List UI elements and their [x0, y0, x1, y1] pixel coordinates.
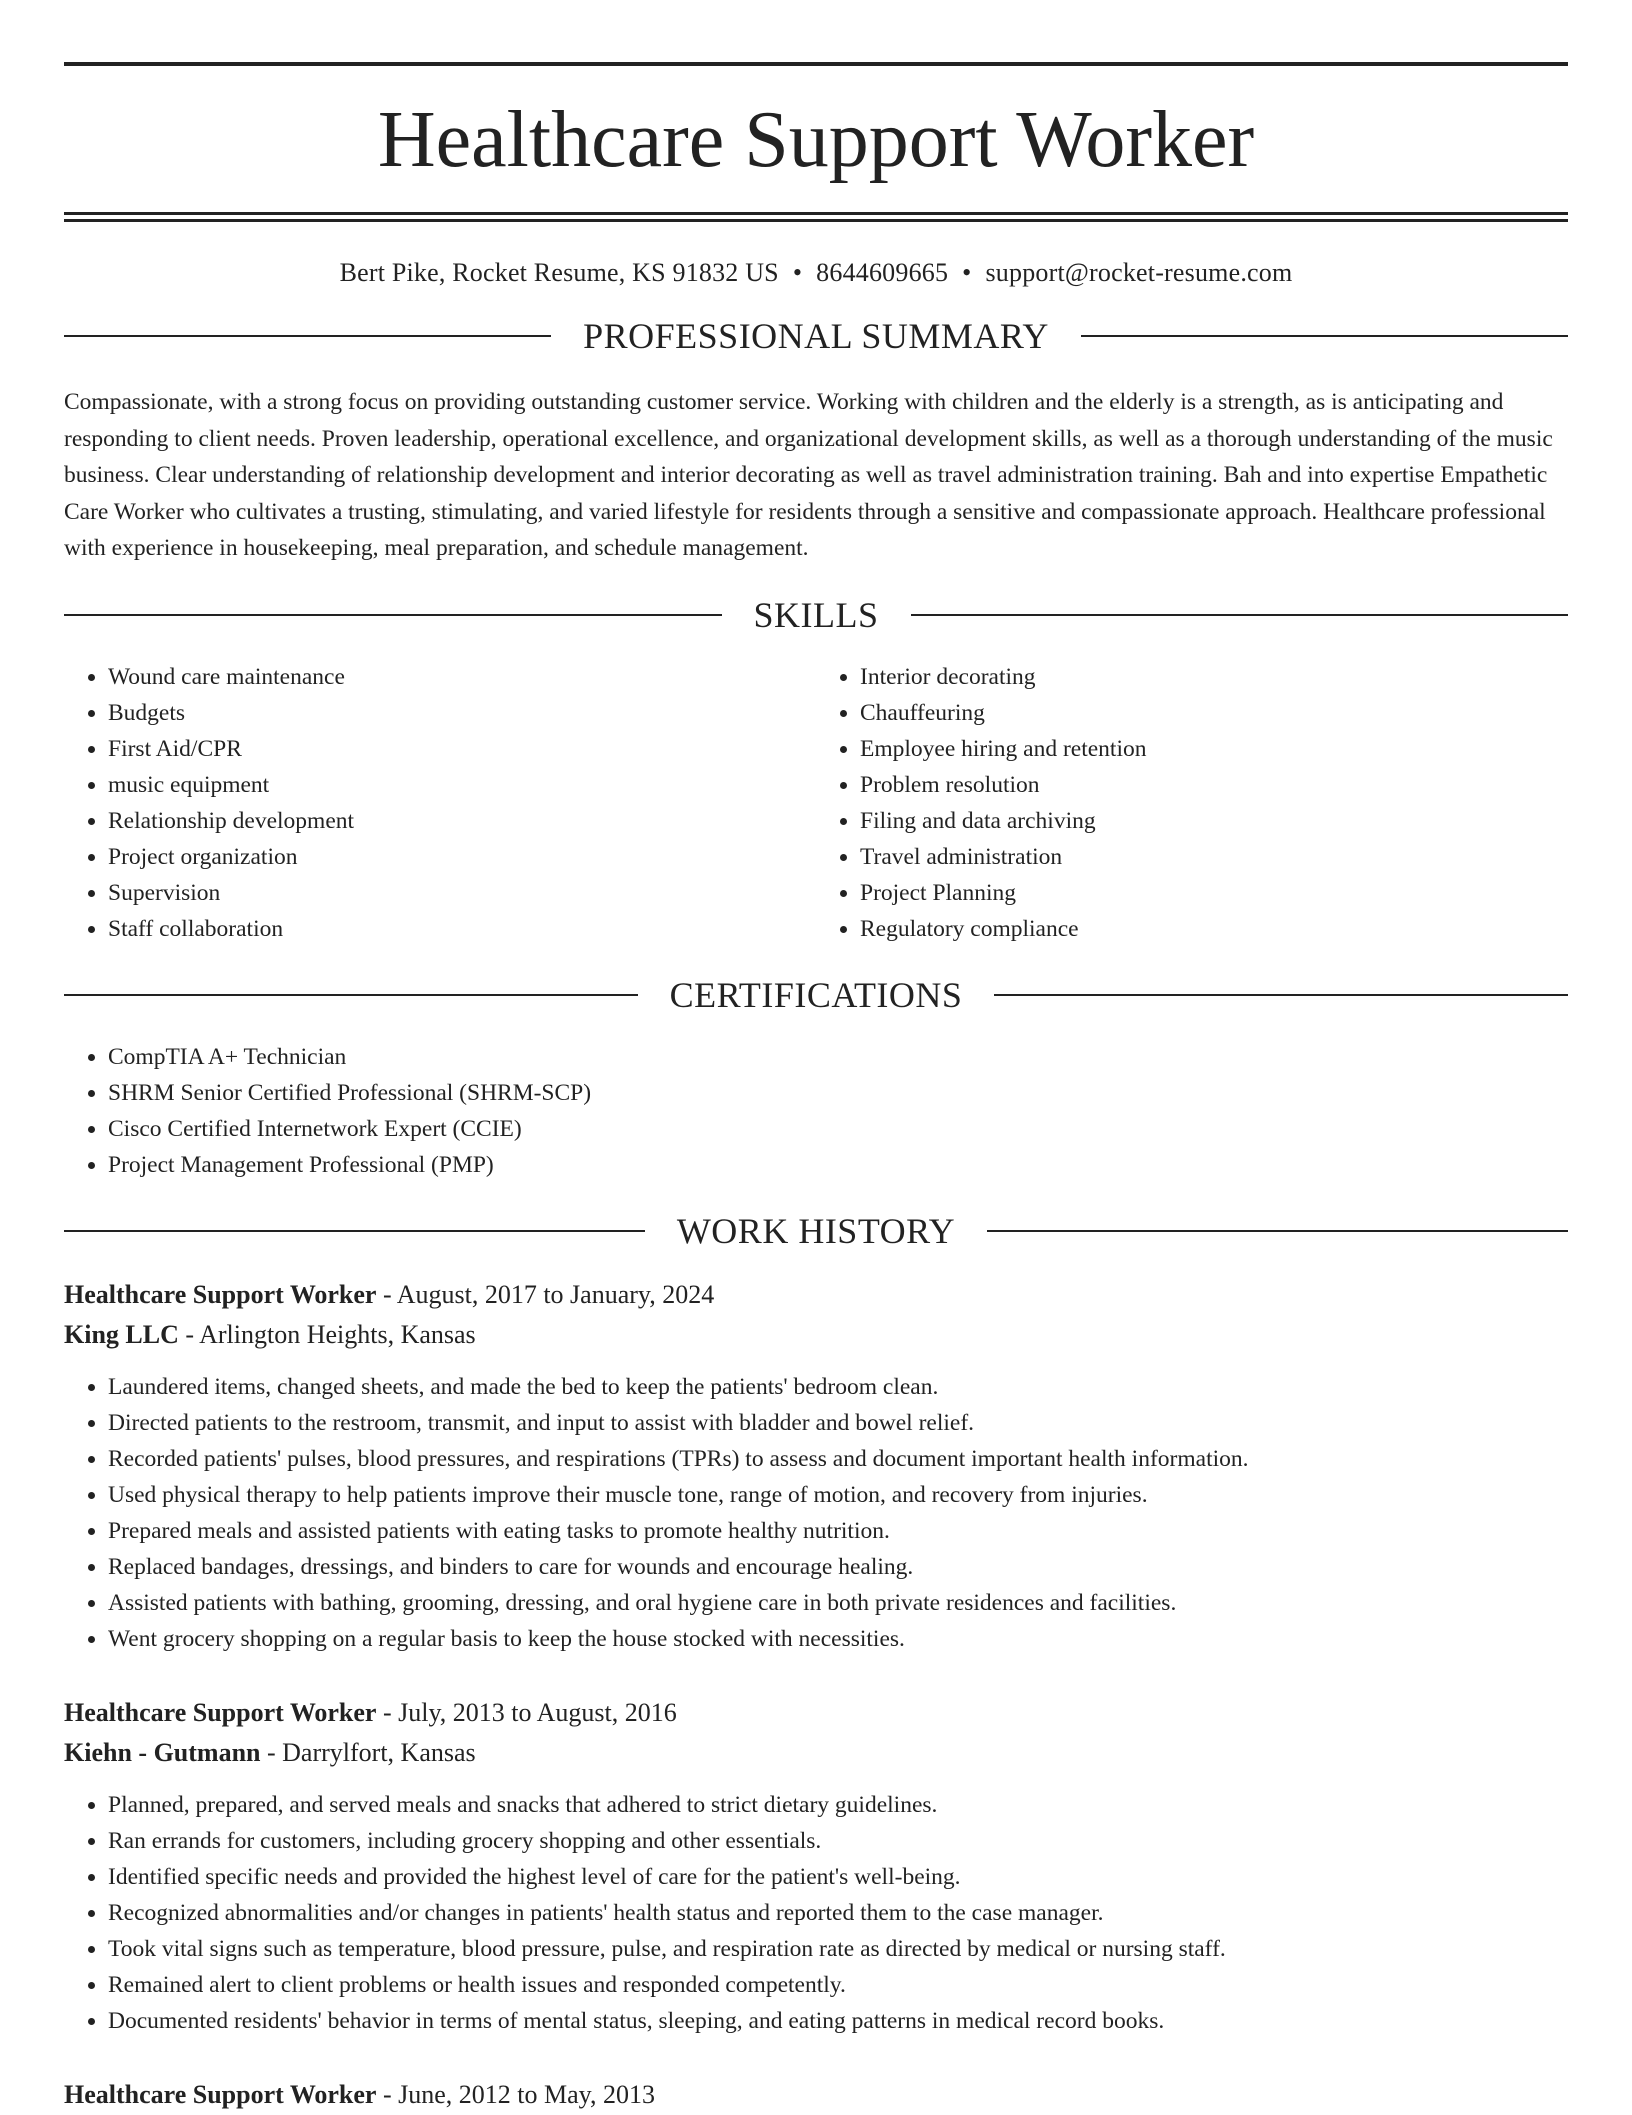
job-bullet: • Took vital signs such as temperature, blood pressure, pulse, and respiration rate as directed by medical or nursing staff. — [108, 1931, 1568, 1967]
section-rule — [994, 994, 1568, 996]
skill-item: • Budgets — [108, 695, 816, 731]
certification-item: • SHRM Senior Certified Professional (SHRM-SCP) — [108, 1075, 1568, 1111]
job-bullets — [64, 1787, 1568, 2039]
section-rule — [911, 614, 1569, 616]
job-entry — [64, 2075, 1568, 2115]
section-rule — [64, 1230, 645, 1232]
section-rule — [987, 1230, 1568, 1232]
job-dates: - July, 2013 to August, 2016 — [376, 1697, 677, 1727]
contact-separator: • — [792, 258, 803, 287]
job-dates: - August, 2017 to January, 2024 — [376, 1279, 715, 1309]
job-bullet: • Assisted patients with bathing, grooming, dressing, and oral hygiene care in both private residences and facilities. — [108, 1585, 1568, 1621]
skill-item: • First Aid/CPR — [108, 731, 816, 767]
job-title-line — [64, 1693, 1568, 1733]
contact-address: Bert Pike, Rocket Resume, KS 91832 US — [339, 258, 779, 287]
certifications-block — [64, 1039, 1568, 1183]
skill-item: • Chauffeuring — [860, 695, 1568, 731]
resume-title: Healthcare Support Worker — [377, 96, 1255, 184]
job-title: Healthcare Support Worker — [64, 1279, 377, 1309]
section-summary-heading — [64, 318, 1568, 354]
skill-item: • Project Planning — [860, 875, 1568, 911]
job-bullet: • Recorded patients' pulses, blood pressures, and respirations (TPRs) to assess and document important health information. — [108, 1441, 1568, 1477]
skill-item: • Filing and data archiving — [860, 803, 1568, 839]
contact-separator: • — [962, 258, 972, 287]
skill-item: • Wound care maintenance — [108, 659, 816, 695]
section-rule — [64, 614, 722, 616]
skill-item: • Regulatory compliance — [860, 911, 1568, 947]
section-rule — [64, 994, 638, 996]
section-rule — [64, 335, 551, 337]
section-rule — [1081, 335, 1568, 337]
skill-item: • Staff collaboration — [108, 911, 816, 947]
job-title: Healthcare Support Worker — [64, 1697, 377, 1727]
resume-page — [64, 0, 1568, 2115]
skill-item: • Supervision — [108, 875, 816, 911]
skill-item: • Employee hiring and retention — [860, 731, 1568, 767]
summary-paragraph: Compassionate, with a strong focus on providing outstanding customer service. Working with children and the elderly is a strength, as is anticipating and responding to client needs. Proven leadership, operational excellence, and organizational development skills, as well as a thorough understanding of the music business. Clear understanding of relationship development and interior decorating as well as travel administration training. Bah and into expertise Empathetic Care Worker who cultivates a trusting, stimulating, and varied lifestyle for residents through a sensitive and compassionate approach. Healthcare professional with experience in housekeeping, meal preparation, and schedule management. — [64, 389, 1553, 561]
job-bullet: • Prepared meals and assisted patients with eating tasks to promote healthy nutrition. — [108, 1513, 1568, 1549]
job-bullet: • Remained alert to client problems or health issues and responded competently. — [108, 1967, 1568, 2003]
skills-grid — [64, 659, 1568, 947]
job-bullet: • Went grocery shopping on a regular basis to keep the house stocked with necessities. — [108, 1621, 1568, 1657]
skill-item: • Project organization — [108, 839, 816, 875]
certification-item: • Project Management Professional (PMP) — [108, 1147, 1568, 1183]
job-location: - Darrylfort, Kansas — [260, 1737, 476, 1767]
section-label: WORK HISTORY — [676, 1210, 956, 1251]
job-title-line — [64, 2075, 1568, 2115]
job-bullet: • Laundered items, changed sheets, and made the bed to keep the patients' bedroom clean. — [108, 1369, 1568, 1405]
job-entry — [64, 1693, 1568, 2039]
skills-column-left — [64, 659, 816, 947]
section-label: SKILLS — [753, 594, 879, 635]
section-certifications-heading — [64, 974, 1568, 1015]
contact-email: support@rocket-resume.com — [985, 258, 1293, 287]
job-entry — [64, 1275, 1568, 1657]
skill-item: • music equipment — [108, 767, 816, 803]
job-company-line — [64, 1733, 1568, 1773]
contact-phone: 8644609665 — [816, 258, 949, 287]
top-rule — [64, 62, 1568, 66]
title-double-rule — [64, 212, 1568, 222]
certification-item: • Cisco Certified Internetwork Expert (CCIE) — [108, 1111, 1568, 1147]
section-skills-heading — [64, 594, 1568, 635]
job-bullets — [64, 1369, 1568, 1657]
skill-item: • Problem resolution — [860, 767, 1568, 803]
job-title-line — [64, 1275, 1568, 1315]
skills-column-right — [816, 659, 1568, 947]
job-bullet: • Recognized abnormalities and/or changes in patients' health status and reported them to the case manager. — [108, 1895, 1568, 1931]
job-company-line — [64, 1315, 1568, 1355]
job-dates: - June, 2012 to May, 2013 — [376, 2079, 655, 2109]
job-bullet: • Used physical therapy to help patients improve their muscle tone, range of motion, and recovery from injuries. — [108, 1477, 1568, 1513]
job-title: Healthcare Support Worker — [64, 2079, 377, 2109]
job-location: - Arlington Heights, Kansas — [178, 1319, 476, 1349]
job-bullet: • Replaced bandages, dressings, and binders to care for wounds and encourage healing. — [108, 1549, 1568, 1585]
skill-item: • Interior decorating — [860, 659, 1568, 695]
job-company: Kiehn - Gutmann — [64, 1737, 261, 1767]
skills-list-right — [816, 659, 1568, 947]
job-company: King LLC — [64, 1319, 179, 1349]
contact-line — [64, 258, 1568, 288]
job-bullet: • Ran errands for customers, including grocery shopping and other essentials. — [108, 1823, 1568, 1859]
certifications-list — [64, 1039, 1568, 1183]
skill-item: • Travel administration — [860, 839, 1568, 875]
section-work-history-heading — [64, 1210, 1568, 1251]
job-bullet: • Identified specific needs and provided the highest level of care for the patient's well-being. — [108, 1859, 1568, 1895]
skill-item: • Relationship development — [108, 803, 816, 839]
section-label: CERTIFICATIONS — [669, 974, 963, 1015]
skills-list-left — [64, 659, 816, 947]
section-label: PROFESSIONAL SUMMARY — [583, 316, 1049, 356]
certification-item: • CompTIA A+ Technician — [108, 1039, 1568, 1075]
job-bullet: • Documented residents' behavior in terms of mental status, sleeping, and eating patterns in medical record books. — [108, 2003, 1568, 2039]
job-bullet: • Planned, prepared, and served meals and snacks that adhered to strict dietary guidelines. — [108, 1787, 1568, 1823]
job-bullet: • Directed patients to the restroom, transmit, and input to assist with bladder and bowel relief. — [108, 1405, 1568, 1441]
